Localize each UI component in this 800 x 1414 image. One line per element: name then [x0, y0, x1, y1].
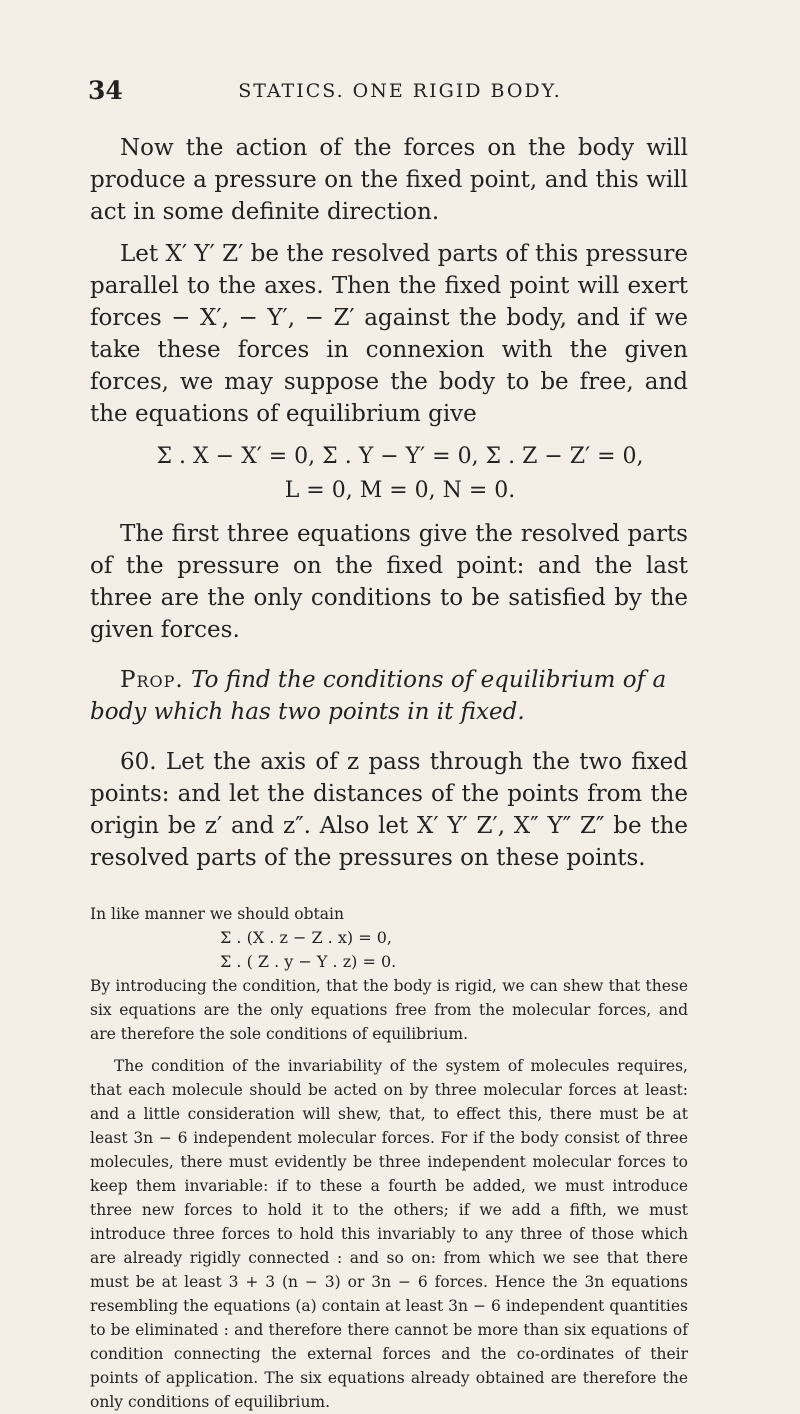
paragraph-4: 60. Let the axis of z pass through the two fixed points: and let the distances of the points from the origin be z′ and z″. Also let X′ Y′ Z′, X″ Y″ Z″ be the resolved parts of the pressures on these points. — [90, 749, 688, 871]
footnote-paragraph-2: The condition of the invariability of the system of molecules requires, that each molecule should be acted on by three molecular forces at least: and a little consideration will shew, that, to effect this, there must be at least 3n − 6 independent molecular forces. For if the body consist of three molecules, there must evidently be three independent molecular forces to keep them invariable: if to these a fourth be added, we must introduce three new forces to hold it to the others; if we add a fifth, we must introduce three forces to hold this invariably to any three of those which are already rigidly connected : and so on: from which we see that there must be at least 3 + 3 (n − 3) or 3n − 6 forces. Hence the 3n equations resembling the equations (a) contain at least 3n − 6 independent quantities to be eliminated : and therefore there cannot be more than six equations of condition connecting the external forces and the co-ordinates of their points of application. The six equations already obtained are therefore the only conditions of equilibrium. — [90, 1057, 688, 1411]
running-head: STATICS. ONE RIGID BODY. — [238, 80, 562, 102]
equation-1: Σ . X − X′ = 0, Σ . Y − Y′ = 0, Σ . Z − Z′ = 0, — [156, 444, 644, 469]
prop-title: To find the conditions of equilibrium of a body which has two points in it fixed. — [90, 667, 667, 725]
proposition — [0, 664, 800, 728]
footnote-intro: In like manner we should obtain — [90, 905, 344, 923]
prop-label: Prop. — [120, 667, 184, 693]
footnote-equation-1: Σ . (X . z − Z . x) = 0, — [220, 928, 392, 947]
footnote-paragraph-1: By introducing the condition, that the body is rigid, we can shew that these six equations are the only equations free from the molecular forces, and are therefore the sole conditions of equilibrium. — [90, 977, 688, 1043]
footnote-equation-2: Σ . ( Z . y − Y . z) = 0. — [220, 952, 397, 971]
paragraph-3: The first three equations give the resolved parts of the pressure on the fixed point: and the last three are the only conditions to be satisfied by the given forces. — [90, 521, 688, 643]
paragraph-1: Now the action of the forces on the body will produce a pressure on the fixed point, and this will act in some definite direction. — [90, 135, 688, 225]
page-number: 34 — [88, 76, 123, 105]
page-header — [0, 76, 800, 112]
main-text — [0, 132, 800, 1414]
paragraph-2: Let X′ Y′ Z′ be the resolved parts of this pressure parallel to the axes. Then the fixed point will exert forces − X′, − Y′, − Z′ against the body, and if we take these forces in connexion with the given forces, we may suppose the body to be free, and the equations of equilibrium give — [90, 241, 688, 427]
equation-2: L = 0, M = 0, N = 0. — [284, 478, 516, 503]
